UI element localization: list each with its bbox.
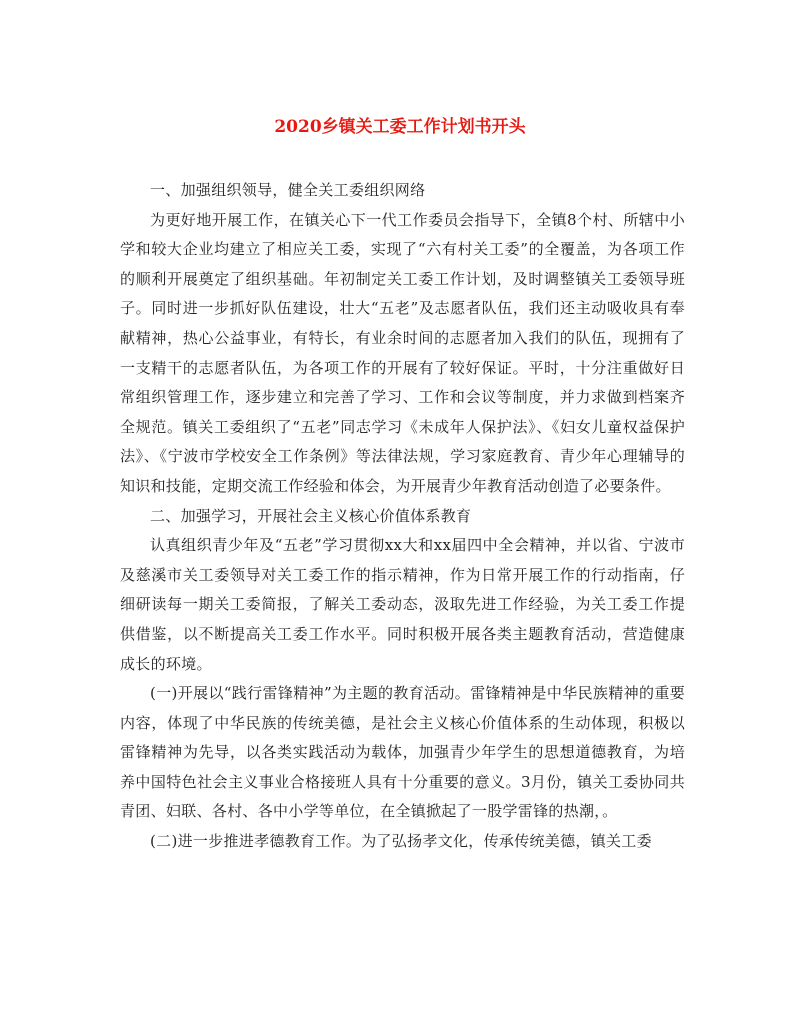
- paragraph-organization: 为更好地开展工作，在镇关心下一代工作委员会指导下，全镇8个村、所辖中小学和较大企业均建立了相应关工委，实现了“六有村关工委”的全覆盖，为各项工作的顺利开展奠定了组织基础。年初制定关工委工作计划，及时调整镇关工委领导班子。同时进一步抓好队伍建设，壮大“五老”及志愿者队伍，我们还主动吸收具有奉献精神，热心公益事业，有特长，有业余时间的志愿者加入我们的队伍，现拥有了一支精干的志愿者队伍，为各项工作的开展有了较好保证。平时，十分注重做好日常组织管理工作，逐步建立和完善了学习、工作和会议等制度，并力求做到档案齐全规范。镇关工委组织了“五老”同志学习《未成年人保护法》、《妇女儿童权益保护法》、《宁波市学校安全工作条例》等法律法规，学习家庭教育、青少年心理辅导的知识和技能，定期交流工作经验和体会，为开展青少年教育活动创造了必要条件。: [120, 210, 685, 495]
- section-heading-1: 一、加强组织领导，健全关工委组织网络: [150, 181, 426, 199]
- paragraph-study: 认真组织青少年及“五老”学习贯彻xx大和xx届四中全会精神，并以省、宁波市及慈溪市关工委领导对关工委工作的指示精神，作为日常开展工作的行动指南，仔细研读每一期关工委简报，了解关工委动态，汲取先进工作经验，为关工委工作提供借鉴，以不断提高关工委工作水平。同时积极开展各类主题教育活动，营造健康成长的环境。: [120, 536, 685, 673]
- document-title: 2020乡镇关工委工作计划书开头: [274, 117, 526, 137]
- paragraph-lei-feng: (一)开展以“践行雷锋精神”为主题的教育活动。雷锋精神是中华民族精神的重要内容，体现了中华民族的传统美德，是社会主义核心价值体系的生动体现，积极以雷锋精神为先导，以各类实践活动为载体，加强青少年学生的思想道德教育，为培养中国特色社会主义事业合格接班人具有十分重要的意义。3月份，镇关工委协同共青团、妇联、各村、各中小学等单位，在全镇掀起了一股学雷锋的热潮，。: [120, 684, 685, 821]
- section-heading-2: 二、加强学习，开展社会主义核心价值体系教育: [150, 506, 472, 525]
- document-body: [120, 176, 685, 857]
- paragraph-filial-piety: (二)进一步推进孝德教育工作。为了弘扬孝文化，传承传统美德，镇关工委: [150, 832, 652, 851]
